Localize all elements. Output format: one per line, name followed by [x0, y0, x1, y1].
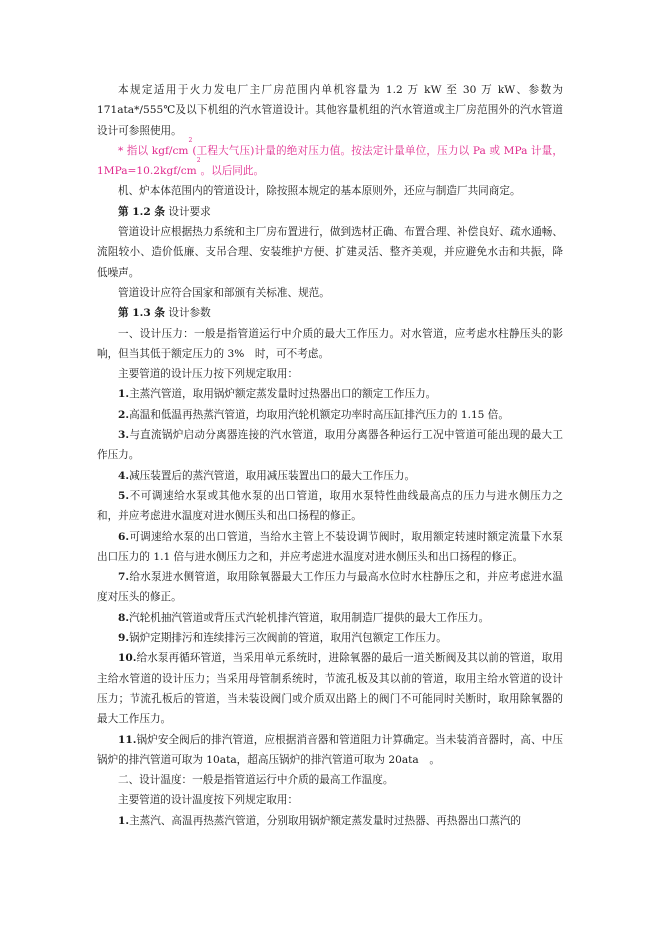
item-text: 给水泵再循环管道，当采用单元系统时，进除氧器的最后一道关断阀及其以前的管道，取用主给水管道的设计压力；当采用母管制系统时，节流孔板及其以前的管道，取用主给水管道的设计压力；节流孔板后的管道，当未装设阀门或介质双出路上的阀门不可能同时关断时，取用除氧器的最大工作压力。 [97, 652, 563, 726]
item-text: 锅炉定期排污和连续排污三次阀前的管道，取用汽包额定工作压力。 [129, 632, 447, 645]
item-text: 汽轮机抽汽管道或背压式汽轮机排汽管道，取用制造厂提供的最大工作压力。 [129, 611, 490, 624]
design-temperature-paragraph: 二、设计温度：一般是指管道运行中介质的最高工作温度。 [118, 774, 394, 787]
pressure-rule-item [97, 567, 563, 608]
machine-boiler-paragraph: 机、炉本体范围内的管道设计，除按照本规定的基本原则外，还应与制造厂共同商定。 [118, 185, 521, 198]
pressure-rule-item [97, 486, 563, 527]
item-text: 高温和低温再热蒸汽管道，均取用汽轮机额定功率时高压缸排汽压力的 1.15 倍。 [129, 408, 509, 421]
section-heading-1-2 [97, 202, 563, 222]
item-number: 8. [118, 611, 130, 624]
temperature-rules-intro: 主要管道的设计温度按下列规定取用： [118, 794, 299, 807]
section-title-1-2: 设计要求 [165, 205, 211, 218]
footnote-superscript-1: 2 [188, 136, 193, 144]
item-text: 与直流锅炉启动分离器连接的汽水管道，取用分离器各种运行工况中管道可能出现的最大工作压力。 [97, 429, 563, 462]
item-text: 给水泵进水侧管道，取用除氧器最大工作压力与最高水位时水柱静压之和，并应考虑进水温度对压头的修正。 [97, 571, 563, 604]
footnote-superscript-2: 2 [196, 157, 201, 165]
section-number-1-3: 第 1.3 条 [118, 307, 165, 320]
pressure-rule-item [97, 405, 563, 425]
design-pressure-paragraph: 一、设计压力：一般是指管道运行中介质的最大工作压力。对水管道，应考虑水柱静压头的影响，但当其低于额定压力的 3% 时，可不考虑。 [97, 327, 563, 360]
item-number: 10. [118, 652, 137, 665]
design-requirement-paragraph: 管道设计应根据热力系统和主厂房布置进行，做到选材正确、布置合理、补偿良好、疏水通畅、流阻较小、造价低廉、支吊合理、安装维护方便、扩建灵活、整齐美观，并应避免水击和共振，降低噪声。 [97, 226, 563, 279]
item-number: 4. [118, 469, 130, 482]
standards-paragraph: 管道设计应符合国家和部颁有关标准、规范。 [118, 286, 330, 299]
pressure-rule-item [97, 628, 563, 648]
pressure-rule-item [97, 730, 563, 771]
document-page [97, 80, 563, 831]
pressure-rule-item [97, 466, 563, 486]
pressure-rule-item [97, 384, 563, 404]
item-text: 可调速给水泵的出口管道，当给水主管上不装设调节阀时，取用额定转速时额定流量下水泵出口压力的 1.1 倍与进水侧压力之和，并应考虑进水温度对进水侧压头和出口扬程的修正。 [97, 530, 563, 563]
pressure-rule-item [97, 425, 563, 466]
footnote-paragraph [97, 136, 563, 182]
item-number: 9. [118, 632, 130, 645]
pressure-rule-item [97, 527, 563, 568]
pressure-rule-list [97, 384, 563, 770]
footnote-text-b: (工程大气压)计量的绝对压力值。按法定计量单位，压力以 Pa 或 MPa 计量，1MPa=10.2kgf/cm [97, 144, 563, 178]
footnote-text-a: * 指以 kgf/cm [118, 144, 189, 157]
item-text: 不可调速给水泵或其他水泵的出口管道，取用水泵特性曲线最高点的压力与进水侧压力之和，并应考虑进水温度对进水侧压头和出口扬程的修正。 [97, 489, 563, 523]
section-number-1-2: 第 1.2 条 [118, 205, 165, 218]
section-title-1-3: 设计参数 [165, 307, 211, 320]
item-number: 6. [118, 530, 130, 543]
pressure-rules-intro: 主要管道的设计压力按下列规定取用： [118, 368, 299, 381]
pressure-rule-item [97, 608, 563, 628]
item-text: 锅炉安全阀后的排汽管道，应根据消音器和管道阻力计算确定。当未装消音器时，高、中压锅炉的排汽管道可取为 10ata，超高压锅炉的排汽管道可取为 20ata 。 [97, 733, 563, 766]
item-number: 1. [118, 814, 130, 827]
section-heading-1-3 [97, 303, 563, 323]
item-text: 减压装置后的蒸汽管道，取用减压装置出口的最大工作压力。 [129, 469, 416, 482]
footnote-text-c: 。以后同此。 [200, 165, 265, 178]
item-number: 11. [118, 733, 137, 746]
intro-paragraph: 本规定适用于火力发电厂主厂房范围内单机容量为 1.2 万 kW 至 30 万 kW、参数为 171ata*/555℃及以下机组的汽水管道设计。其他容量机组的汽水管道或主厂房范围外的汽水管道设计可参照使用。 [97, 84, 563, 137]
item-text: 主蒸汽管道，取用锅炉额定蒸发量时过热器出口的额定工作压力。 [129, 388, 437, 401]
item-number: 5. [118, 489, 130, 502]
item-number: 3. [118, 429, 130, 442]
item-text: 主蒸汽、高温再热蒸汽管道，分别取用锅炉额定蒸发量时过热器、再热器出口蒸汽的 [129, 814, 522, 827]
item-number: 7. [118, 571, 130, 584]
item-number: 1. [118, 388, 130, 401]
item-number: 2. [118, 408, 130, 421]
pressure-rule-item [97, 648, 563, 729]
temperature-rule-item [97, 811, 563, 831]
